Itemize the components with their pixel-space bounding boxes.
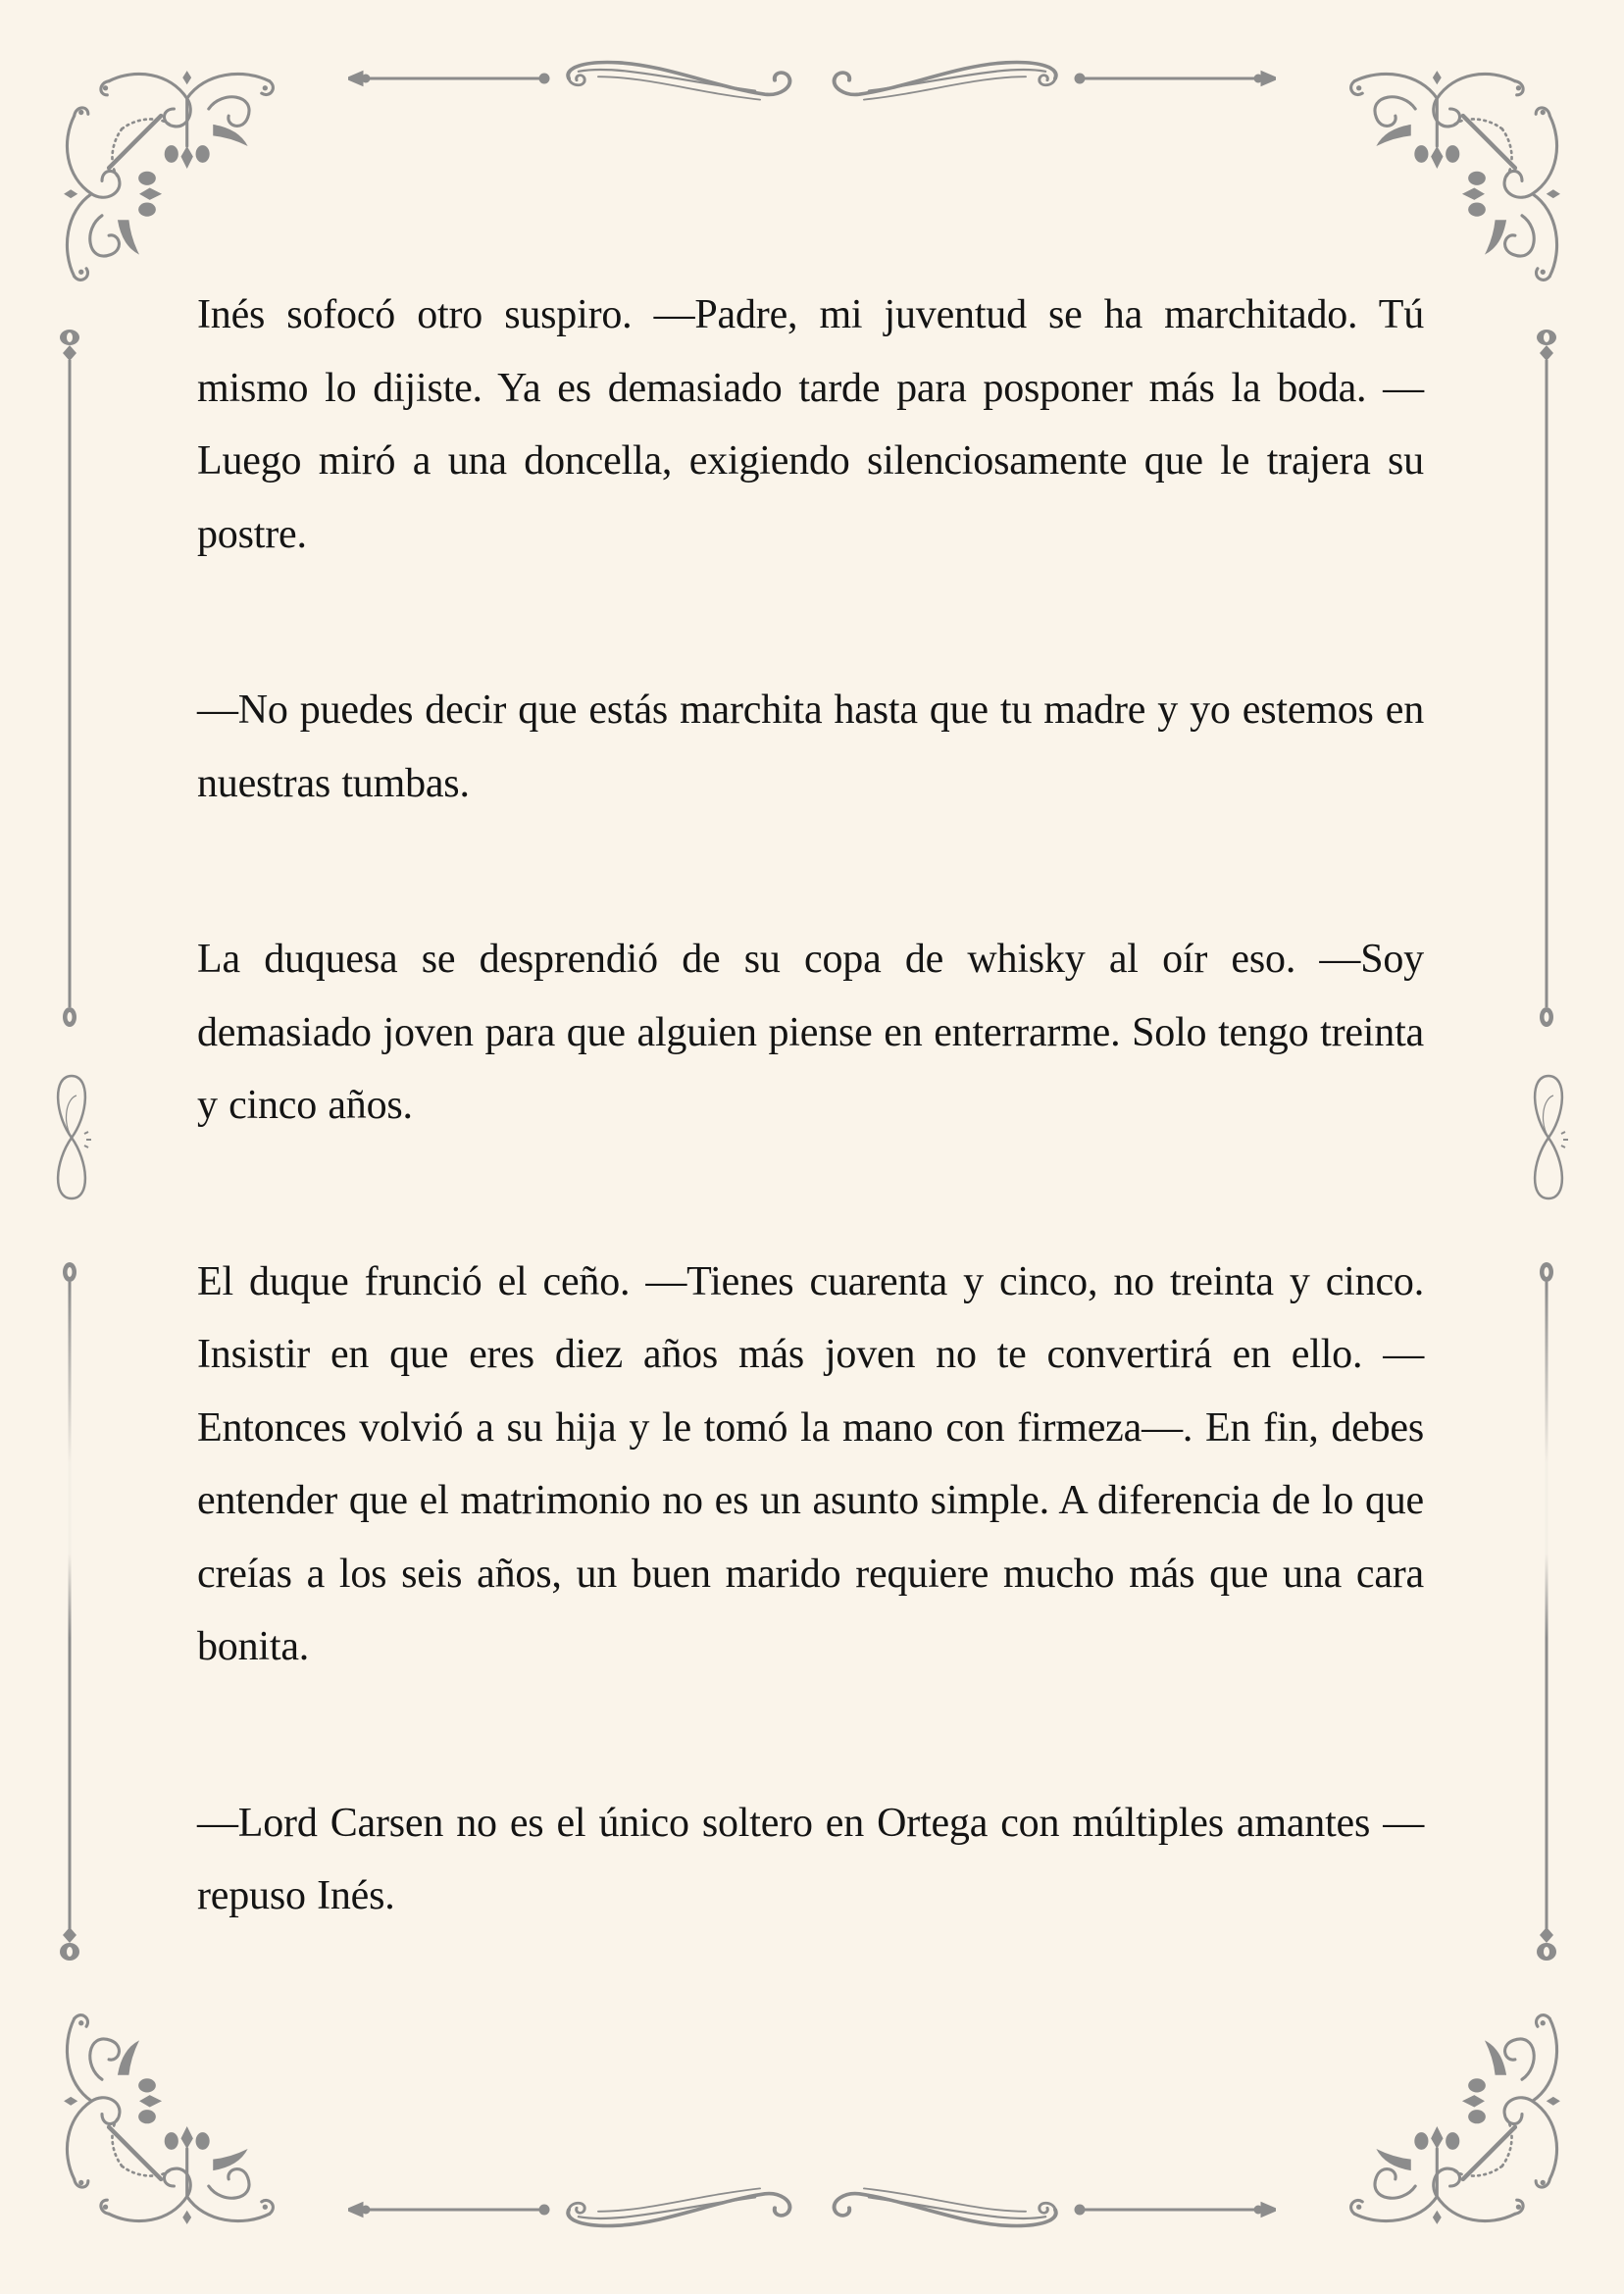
swirl-divider-icon (348, 54, 1276, 103)
story-text (197, 279, 1424, 1933)
paragraph: Inés sofocó otro suspiro. —Padre, mi juventud se ha marchitado. Tú mismo lo dijiste. Ya es demasiado tarde para posponer más la boda. —Luego miró a una doncella, exigiendo silenciosamente que le trajera su postre. (197, 292, 1424, 557)
left-infinity-knot (47, 1071, 96, 1204)
right-upper-rod (1536, 329, 1557, 1030)
flourish-icon (1342, 2006, 1567, 2231)
rod-icon (1536, 1260, 1557, 1962)
corner-ornament-top-left (57, 64, 282, 289)
right-lower-rod (1536, 1260, 1557, 1962)
left-lower-rod (59, 1260, 80, 1962)
swirl-divider-icon (348, 2185, 1276, 2234)
corner-ornament-bottom-right (1342, 2006, 1567, 2231)
flourish-icon (57, 64, 282, 289)
infinity-knot-icon (47, 1071, 96, 1204)
corner-ornament-top-right (1342, 64, 1567, 289)
flourish-icon (57, 2006, 282, 2231)
left-upper-rod (59, 329, 80, 1030)
top-divider (348, 54, 1276, 103)
infinity-knot-icon (1524, 1071, 1573, 1204)
right-infinity-knot (1524, 1071, 1573, 1204)
rod-icon (1536, 329, 1557, 1030)
bottom-divider (348, 2185, 1276, 2234)
corner-ornament-bottom-left (57, 2006, 282, 2231)
paragraph: El duque frunció el ceño. —Tienes cuarenta y cinco, no treinta y cinco. Insistir en que eres diez años más joven no te convertirá en ello. —Entonces volvió a su hija y le tomó la mano con firmeza—. En fin, debes entender que el matrimonio no es un asunto simple. A diferencia de lo que creías a los seis años, un buen marido requiere mucho más que una cara bonita. (197, 1258, 1424, 1669)
paragraph: —Lord Carsen no es el único soltero en Ortega con múltiples amantes —repuso Inés. (197, 1800, 1424, 1918)
flourish-icon (1342, 64, 1567, 289)
rod-icon (59, 329, 80, 1030)
rod-icon (59, 1260, 80, 1962)
paragraph: La duquesa se desprendió de su copa de whisky al oír eso. —Soy demasiado joven para que alguien piense en enterrarme. Solo tengo treinta y cinco años. (197, 937, 1424, 1128)
paragraph: —No puedes decir que estás marchita hasta que tu madre y yo estemos en nuestras tumbas. (197, 688, 1424, 806)
